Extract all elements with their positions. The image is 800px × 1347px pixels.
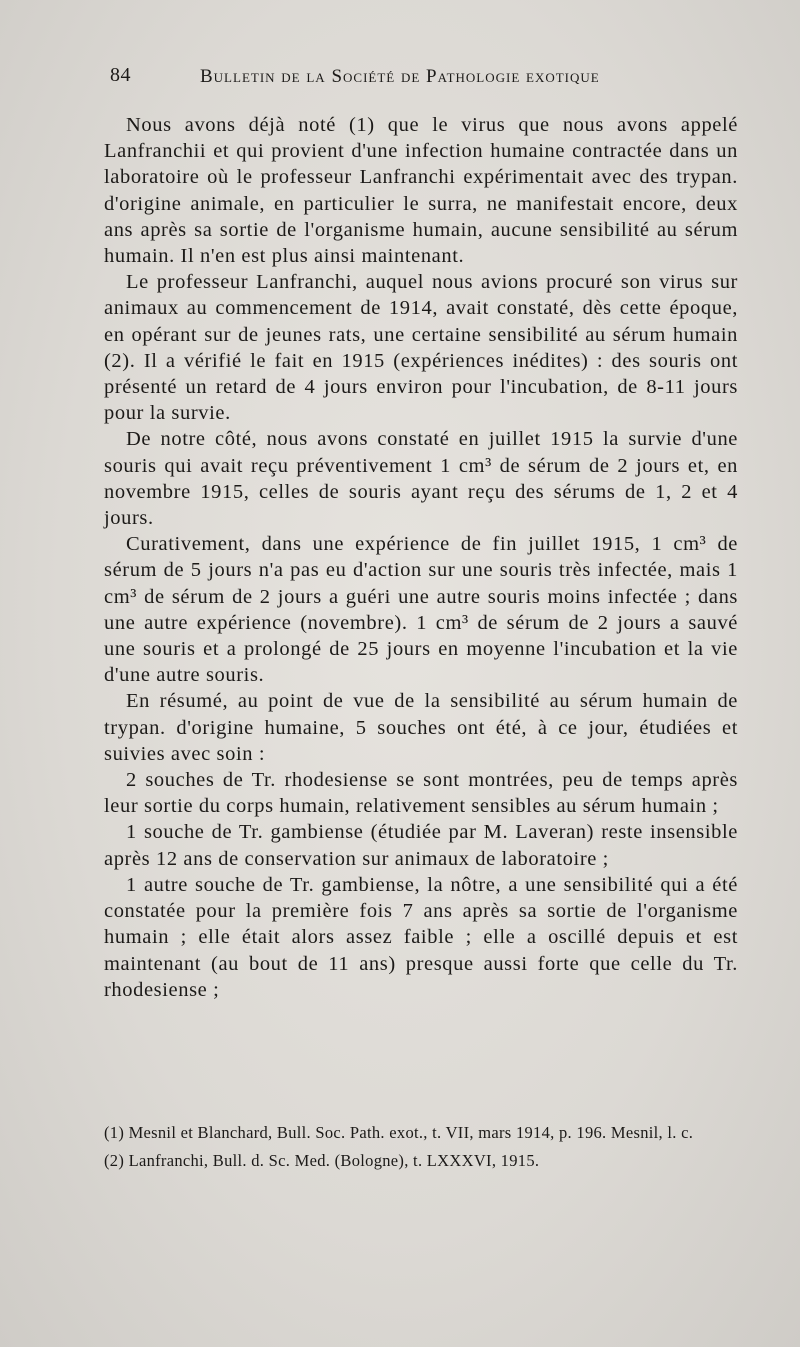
footnote: (2) Lanfranchi, Bull. d. Sc. Med. (Bologne), t. LXXXVI, 1915. bbox=[104, 1151, 540, 1170]
paragraph: 1 autre souche de Tr. gambiense, la nôtre, a une sensibilité qui a été constatée pour la première fois 7 ans après sa sortie de l'organisme humain ; elle était alors assez faible ; elle a oscillé depuis et est maintenant (au bout de 11 ans) presque aussi forte que celle du Tr. rhodesiense ; bbox=[104, 873, 738, 1001]
paragraph: 1 souche de Tr. gambiense (étudiée par M. Laveran) reste insensible après 12 ans de conservation sur animaux de laboratoire ; bbox=[104, 821, 738, 870]
paragraph: De notre côté, nous avons constaté en juillet 1915 la survie d'une souris qui avait reçu préventivement 1 cm³ de sérum de 2 jours et, en novembre 1915, celles de souris ayant reçu des sérums de 1, 2 et 4 jours. bbox=[104, 428, 738, 530]
paragraph: Curativement, dans une expérience de fin juillet 1915, 1 cm³ de sérum de 5 jours n'a pas eu d'action sur une souris très infectée, mais 1 cm³ de sérum de 2 jours a guéri une autre souris moins infectée ; dans une autre expérience (novembre). 1 cm³ de sérum de 2 jours a sauvé une souris et a prolongé de 25 jours en moyenne l'incubation et la vie d'une autre souris. bbox=[104, 533, 738, 687]
paragraph: Nous avons déjà noté (1) que le virus que nous avons appelé Lanfranchii et qui provient d'une infection humaine contractée dans un laboratoire où le professeur Lanfranchi expérimentait avec des trypan. d'origine animale, en particulier le surra, ne manifestait encore, deux ans après sa sortie de l'organisme humain, aucune sensibilité au sérum humain. Il n'en est plus ainsi maintenant. bbox=[104, 114, 738, 268]
paragraph: 2 souches de Tr. rhodesiense se sont montrées, peu de temps après leur sortie du corps humain, relativement sensibles au sérum humain ; bbox=[104, 769, 738, 818]
paragraph: En résumé, au point de vue de la sensibilité au sérum humain de trypan. d'origine humaine, 5 souches ont été, à ce jour, étudiées et suivies avec soin : bbox=[104, 690, 738, 765]
running-title: Bulletin de la Société de Pathologie exotique bbox=[200, 66, 600, 87]
body-text bbox=[104, 112, 738, 1003]
paragraph: Le professeur Lanfranchi, auquel nous avions procuré son virus sur animaux au commencement de 1914, avait constaté, dès cette époque, en opérant sur de jeunes rats, une certaine sensibilité au sérum humain (2). Il a vérifié le fait en 1915 (expériences inédites) : des souris ont présenté un retard de 4 jours environ pour l'incubation, de 8-11 jours pour la survie. bbox=[104, 271, 738, 425]
page-number: 84 bbox=[110, 64, 131, 86]
footnotes bbox=[104, 1122, 738, 1172]
footnote: (1) Mesnil et Blanchard, Bull. Soc. Path. exot., t. VII, mars 1914, p. 196. Mesnil, l. c. bbox=[104, 1123, 694, 1142]
